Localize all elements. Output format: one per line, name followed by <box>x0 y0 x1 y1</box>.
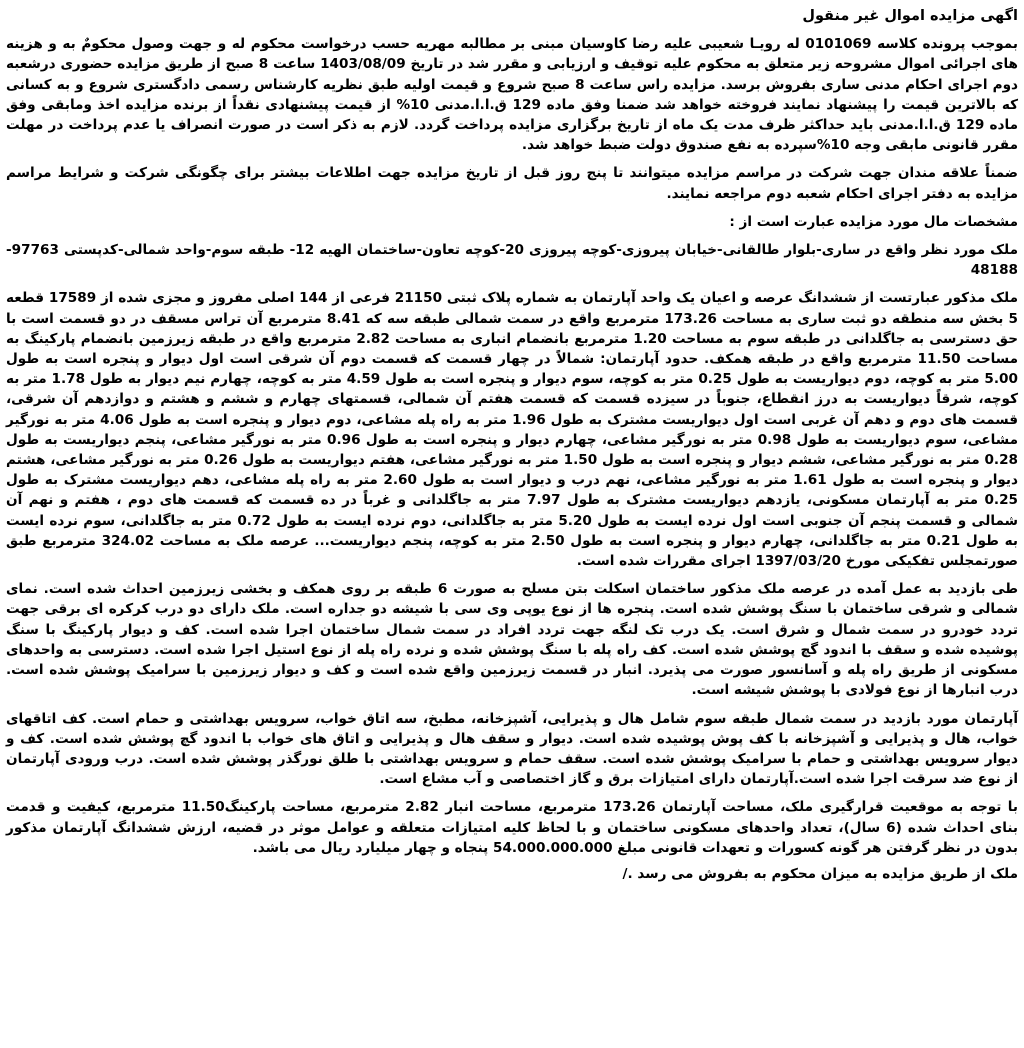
notice-title: اگهی مزایده اموال غیر منقول <box>802 8 1018 24</box>
property-description-paragraph: ملک مذکور عبارتست از ششدانگ عرصه و اعیان یک واحد آپارتمان به شماره پلاک ثبتی 21150 فرعی از 144 اصلی مفروز و مجزی شده از 17589 قطعه 5 بخش سه منطقه دو ثبت ساری به مساحت 173.26 مترمربع واقع در سمت شمالی طبقه سه که 8.41 مترمربع آن تراس مسقف در دو قسمت است با حق دسترسی به جاگلدانی در طبقه سوم به مساحت 1.20 مترمربع بانضمام انباری به مساحت 2.82 مترمربع واقع در طبقه زیرزمین بانضمام پارکینگ به مساحت 11.50 مترمربع واقع در طبقه همکف. حدود آپارتمان: شمالاً در چهار قسمت که قسمت دوم آن شرقی است اول دیوار و پنجره است به طول 5.00 متر به کوچه، دوم دیواریست به طول 0.25 متر به کوچه، سوم دیوار و پنجره است به طول 4.59 متر به کوچه، چهارم نیم دیوار به طول 1.78 متر به کوچه، شرقاً دیواریست به درز انقطاع، جنوباً در سیزده قسمت که قسمت هفتم آن شمالی، قسمتهای چهارم و ششم و هشتم و دوازدهم آن شرقی، قسمت های دوم و دهم آن غربی است اول دیواریست مشترک به طول 1.96 متر به راه پله مشاعی، دوم دیوار و پنجره است به طول 4.06 متر به نورگیر مشاعی، سوم دیواریست به طول 0.98 متر به نورگیر مشاعی، چهارم دیوار و پنجره است به طول 0.96 متر به نورگیر مشاعی، پنجم دیواریست به طول 0.28 متر به نورگیر مشاعی، ششم دیوار و پنجره است به طول 1.50 متر به نورگیر مشاعی، هفتم دیواریست به طول 0.26 متر به نورگیر مشاعی، هشتم دیوار و پنجره است به طول 1.61 متر به نورگیر مشاعی، نهم درب و دیوار است به طول 2.60 متر به راه پله مشاعی، دهم دیواریست مشترک به طول 0.25 متر به آپارتمان مسکونی، یازدهم دیواریست مشترک به طول 7.97 متر به جاگلدانی و غرباً در ده قسمت که قسمت های دوم ، هفتم و نهم آن شمالی و قسمت پنجم آن جنوبی است اول نرده ایست به طول 5.20 متر به جاگلدانی، دوم نرده ایست به طول 0.72 متر به جاگلدانی، سوم نرده ایست به طول 0.21 متر به جاگلدانی، چهارم دیوار و پنجره است به طول 2.50 متر به کوچه، پنجم دیواریست... عرصه ملک به مساحت 324.02 مترمربع طبق صورتمجلس تفکیکی مورخ 1397/03/20 اجرای مقررات شده است. <box>6 290 1018 570</box>
building-inspection-paragraph: طی بازدید به عمل آمده در عرصه ملک مذکور ساختمان اسکلت بتن مسلح به صورت 6 طبقه بر روی همکف و بخشی زیرزمین احداث شده است. نمای شمالی و شرقی ساختمان با سنگ پوشش شده است. پنجره ها از نوع یوپی وی سی با شیشه دو جداره است. ملک دارای دو درب کرکره ای برقی جهت تردد خودرو در سمت شمال و شرق است. یک درب تک لنگه جهت تردد افراد در سمت شمال ساختمان اجرا شده است. کف و دیوار پارکینگ با سنگ پوشیده شده و سقف با اندود گچ پوشش شده است. کف راه پله با سنگ پوشش شده و نرده راه پله از نوع استیل اجرا شده است. دسترسی به واحدهای مسکونی از طریق راه پله و آسانسور صورت می پذیرد. انبار در قسمت زیرزمین واقع شده است و کف و دیوار زیرزمین با سرامیک پوشش شده است. درب انبارها از نوع فولادی با پوشش شیشه است. <box>6 581 1019 699</box>
auction-notice <box>6 6 1018 884</box>
specs-title: مشخصات مال مورد مزایده عبارت است از : <box>729 213 1018 230</box>
notice-participation-paragraph: ضمناً علاقه مندان جهت شرکت در مراسم مزایده میتوانند تا پنج روز قبل از تاریخ مزایده جهت اطلاعات بیشتر برای چگونگی شرکت و شرایط مراسم مزایده به دفتر اجرای احکام شعبه دوم مراجعه نمایند. <box>6 165 1018 202</box>
notice-intro-paragraph: بموجب پرونده کلاسه 0101069 له رویـا شعیبی علیه رضا کاوسیان مبنی بر مطالبه مهریه حسب درخواست محکوم له و جهت وصول محکومٌ به و هزینه های اجرائی اموال مشروحه زیر متعلق به محکوم علیه توقیف و ارزیابی و مقرر شد در تاریخ 1403/08/09 ساعت 8 صبح از طریق مزایده حضوری درشعبه دوم اجرای احکام مدنی ساری بفروش برسد. مزایده راس ساعت 8 صبح شروع و قیمت اولیه طبق نظریه کارشناس رسمی دادگستری شروع و به کسانی که بالاترین قیمت را پیشنهاد نمایند فروخته خواهد شد ضمنا وفق ماده 129 ق.ا.ا.مدنی 10% از قیمت پیشنهادی نقداً از برنده مزایده اخذ ومابقی وفق ماده 129 ق.ا.ا.مدنی باید حداکثر ظرف مدت یک ماه از تاریخ برگزاری مزایده پرداخت گردد. لازم به ذکر است در صورت انصراف یا عدم پرداخت در مهلت مقرر قانونی مابقی وجه 10%سپرده به نفع صندوق دولت ضبط خواهد شد. <box>6 36 1018 154</box>
property-address-paragraph: ملک مورد نظر واقع در ساری-بلوار طالقانی-خیابان پیروزی-کوچه پیروزی 20-کوچه تعاون-ساختمان الهیه 12- طبقه سوم-واحد شمالی-کدپستی 97763-48188 <box>6 242 1018 279</box>
apartment-inspection-paragraph: آپارتمان مورد بازدید در سمت شمال طبقه سوم شامل هال و پذیرایی، آشپزخانه، مطبخ، سه اتاق خواب، سرویس بهداشتی و حمام است. کف اتاقهای خواب، هال و پذیرایی و آشپزخانه با کف پوش پوشیده شده است. دیوار و سقف هال و پذیرایی و اتاق های خواب با اندود گچ پوشش شده است. کف و دیوار سرویس بهداشتی و حمام با سرامیک پوشش شده است. سقف حمام و سرویس بهداشتی با طلق نورگذر پوشش شده است. درب ورودی آپارتمان از نوع ضد سرقت اجرا شده است.آپارتمان دارای امتیازات برق و گاز اختصاصی و آب مشاع است. <box>6 710 1018 788</box>
valuation-paragraph: با توجه به موقعیت قرارگیری ملک، مساحت آپارتمان 173.26 مترمربع، مساحت انبار 2.82 مترمربع، مساحت پارکینگ11.50 مترمربع، کیفیت و قدمت بنای احداث شده (6 سال)، تعداد واحدهای مسکونی ساختمان و با لحاظ کلیه امتیازات متعلقه و عوامل موثر در قضیه، ارزش ششدانگ آپارتمان مذکور بدون در نظر گرفتن هر گونه کسورات و تعهدات قانونی مبلغ 54.000.000.000 پنجاه و چهار میلیارد ریال می باشد. <box>6 799 1018 856</box>
closing-line: ملک از طریق مزایده به میزان محکوم به بفروش می رسد ./ <box>622 865 1018 882</box>
